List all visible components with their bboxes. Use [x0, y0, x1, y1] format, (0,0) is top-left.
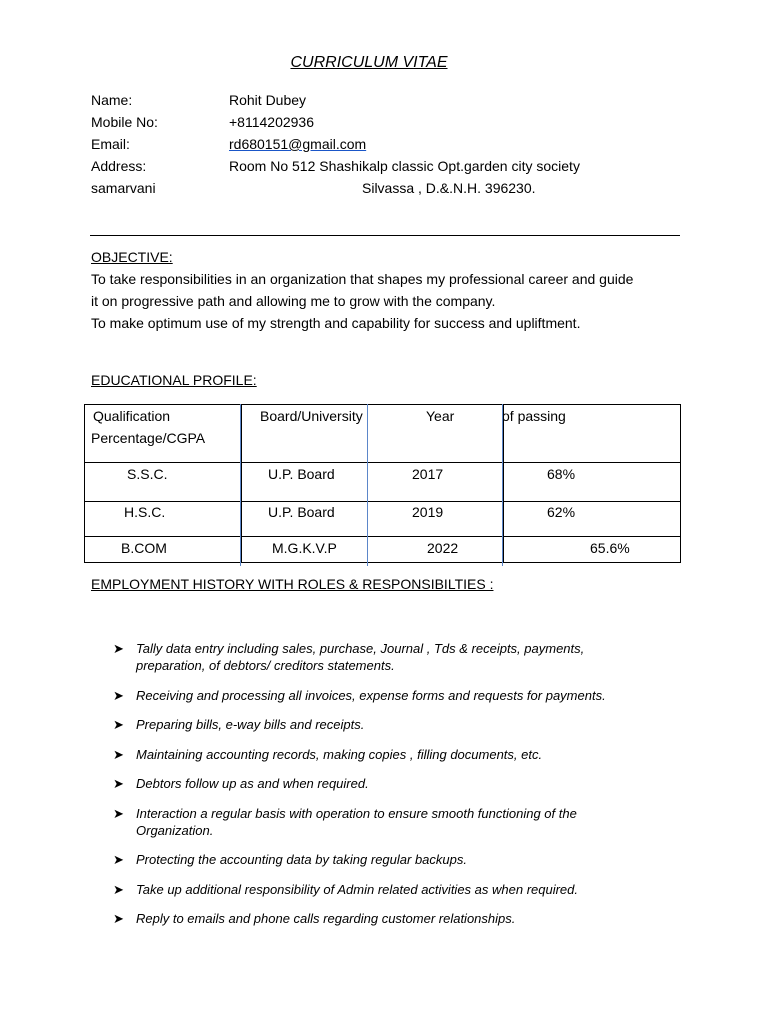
list-item — [113, 851, 673, 868]
address-line2-left: samarvani — [91, 180, 156, 196]
list-item — [113, 640, 673, 674]
item-text: Protecting the accounting data by taking regular backups. — [136, 852, 467, 867]
hsc-board-cell — [242, 502, 368, 537]
section-divider — [90, 235, 680, 236]
table-row — [85, 537, 681, 563]
bcom-qualification-cell — [85, 537, 242, 563]
list-item — [113, 910, 673, 927]
table-row — [85, 502, 681, 537]
arrow-bullet-icon: ➤ — [113, 881, 124, 897]
arrow-bullet-icon: ➤ — [113, 805, 124, 821]
header-passing: of passing — [502, 408, 566, 424]
guide-line — [367, 404, 368, 566]
hsc-qualification: H.S.C. — [124, 504, 166, 520]
ssc-year-cell — [368, 463, 504, 502]
arrow-bullet-icon: ➤ — [113, 746, 124, 762]
header-percentage: Percentage/CGPA — [91, 430, 206, 446]
bcom-year: 2022 — [427, 540, 459, 556]
email-link[interactable]: rd680151@gmail.com — [229, 136, 367, 152]
item-text: Interaction a regular basis with operation to ensure smooth functioning of the — [136, 805, 577, 821]
header-board: Board/University — [260, 408, 363, 424]
item-text: Take up additional responsibility of Admin related activities as when required. — [136, 881, 579, 897]
arrow-bullet-icon: ➤ — [113, 776, 124, 791]
guide-line — [240, 404, 241, 566]
ssc-qualification: S.S.C. — [127, 466, 168, 482]
bcom-board-cell — [242, 537, 368, 563]
ssc-qualification-cell — [85, 463, 242, 502]
arrow-bullet-icon: ➤ — [113, 911, 124, 926]
list-item — [113, 716, 673, 733]
hsc-qualification-cell — [85, 502, 242, 537]
item-text-cont: Organization. — [136, 822, 214, 838]
employment-heading: EMPLOYMENT HISTORY WITH ROLES & RESPONSIBILTIES : — [91, 576, 494, 592]
header-qualification: Qualification — [93, 408, 171, 424]
header-year: Year — [426, 408, 455, 424]
item-text: Tally data entry including sales, purchase, Journal , Tds & receipts, payments, — [136, 641, 585, 656]
address-line1: Room No 512 Shashikalp classic Opt.garden city society — [229, 158, 580, 174]
bcom-qualification: B.COM — [121, 540, 167, 556]
email-label: Email: — [91, 136, 130, 152]
item-text: Reply to emails and phone calls regarding customer relationships. — [136, 911, 516, 926]
bcom-year-cell — [368, 537, 504, 563]
header-cell-empty — [504, 405, 681, 463]
document-title: CURRICULUM VITAE — [290, 54, 448, 71]
name-label: Name: — [91, 92, 133, 108]
arrow-bullet-icon: ➤ — [113, 641, 124, 656]
item-text-cont: preparation, of debtors/ creditors statements. — [136, 658, 395, 673]
hsc-percentage: 62% — [547, 504, 576, 520]
bcom-percentage-cell — [504, 537, 681, 563]
list-item — [113, 775, 673, 792]
address-label: Address: — [91, 158, 147, 174]
hsc-percentage-cell — [504, 502, 681, 537]
item-text: Debtors follow up as and when required. — [136, 776, 369, 791]
ssc-percentage: 68% — [547, 466, 576, 482]
ssc-board: U.P. Board — [268, 466, 335, 482]
header-cell-qualification — [85, 405, 242, 463]
item-text: Preparing bills, e-way bills and receipts. — [136, 717, 365, 732]
name-value: Rohit Dubey — [229, 92, 307, 108]
address-line2-right: Silvassa , D.&.N.H. 396230. — [362, 180, 536, 196]
arrow-bullet-icon: ➤ — [113, 852, 124, 867]
ssc-year: 2017 — [412, 466, 444, 482]
list-item — [113, 746, 673, 763]
list-item — [113, 881, 673, 898]
bcom-percentage: 65.6% — [590, 540, 630, 556]
mobile-label: Mobile No: — [91, 114, 158, 130]
objective-line3: To make optimum use of my strength and capability for success and upliftment. — [91, 315, 581, 331]
hsc-year-cell — [368, 502, 504, 537]
header-cell-board — [242, 405, 368, 463]
guide-line — [502, 404, 503, 566]
ssc-board-cell — [242, 463, 368, 502]
objective-heading: OBJECTIVE: — [91, 249, 173, 265]
ssc-percentage-cell — [504, 463, 681, 502]
list-item — [113, 805, 673, 839]
header-cell-year — [368, 405, 566, 463]
objective-line1: To take responsibilities in an organization that shapes my professional career and guide — [91, 271, 634, 287]
mobile-value: +8114202936 — [229, 114, 314, 130]
education-heading: EDUCATIONAL PROFILE: — [91, 372, 257, 388]
responsibilities-list — [113, 640, 673, 940]
item-text: Maintaining accounting records, making copies , filling documents, etc. — [136, 746, 543, 762]
item-text: Receiving and processing all invoices, expense forms and requests for payments. — [136, 687, 606, 703]
arrow-bullet-icon: ➤ — [113, 717, 124, 732]
arrow-bullet-icon: ➤ — [113, 687, 124, 703]
education-header-row — [85, 405, 681, 463]
bcom-board: M.G.K.V.P — [272, 540, 337, 556]
hsc-year: 2019 — [412, 504, 444, 520]
education-table — [84, 404, 681, 563]
hsc-board: U.P. Board — [268, 504, 335, 520]
objective-line2: it on progressive path and allowing me to grow with the company. — [91, 293, 496, 309]
list-item — [113, 687, 673, 704]
table-row — [85, 463, 681, 502]
